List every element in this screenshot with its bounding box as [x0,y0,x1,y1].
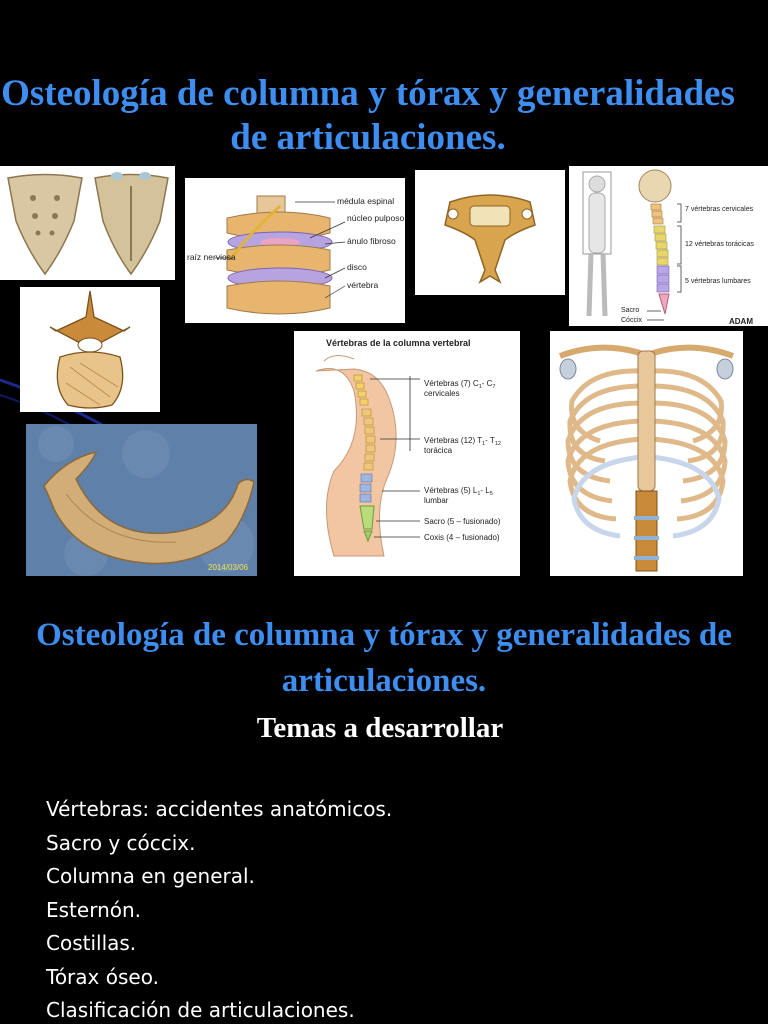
disc-label: disco [347,262,367,272]
column-diagram-title: Vértebras de la columna vertebral [326,338,471,348]
spine-label: 7 vértebras cervicales [685,206,754,213]
topics-list [46,793,392,1024]
rib-photo [26,424,257,576]
thoracic-cage-figure [550,331,743,576]
column-label: Sacro (5 – fusionado) [424,517,501,526]
cervical-vertebra-figure [415,170,565,295]
topic-item: Costillas. [46,931,137,955]
disc-label: médula espinal [337,196,395,206]
intervertebral-disc-diagram [185,178,405,323]
disc-label: ánulo fibroso [347,236,396,246]
topic-item: Vértebras: accidentes anatómicos. [46,797,393,821]
column-label-cervical: Vértebras (7) $C_1-$ $C_7$ [424,379,496,390]
slide-2-title: Osteología de columna y tórax y generalidades de articulaciones. [36,617,732,700]
spine-label: Sacro [621,307,640,314]
lumbar-vertebra-figure [20,287,160,412]
spine-label: Cóccix [621,317,643,324]
column-label-lumbar: Vértebras (5) $L_1-$ $L_5$ [424,486,493,497]
topic-item: Sacro y cóccix. [46,830,196,855]
spine-skeleton-diagram [569,166,768,326]
sacrum-figure [0,166,175,280]
column-label: cervicales [424,389,460,398]
column-label: Coxis (4 – fusionado) [424,533,500,542]
topic-item: Esternón. [46,897,142,922]
photo-date-stamp: 2014/03/06 [208,563,249,572]
column-label: lumbar [424,496,449,505]
slide-1-title: Osteología de columna y tórax y generalidades de articulaciones. [1,73,735,159]
slide-2 [0,588,768,1024]
adam-logo: ADAM [729,317,753,326]
column-label-thoracic: Vértebras (12) $T_1-$ $T_{12}$ [424,436,501,447]
topic-item: Columna en general. [46,864,255,888]
column-label: torácica [424,446,453,455]
slide-2-subtitle: Temas a desarrollar [256,712,504,744]
vertebral-column-diagram [294,331,520,576]
topic-item: Clasificación de articulaciones. [46,998,355,1022]
spine-label: 12 vértebras torácicas [685,241,754,248]
topic-item: Tórax óseo. [46,964,159,989]
disc-label: núcleo pulposo [347,213,405,223]
disc-label: vértebra [347,280,379,290]
spine-label: 5 vértebras lumbares [685,278,751,285]
disc-label: raíz nerviosa [187,252,236,262]
